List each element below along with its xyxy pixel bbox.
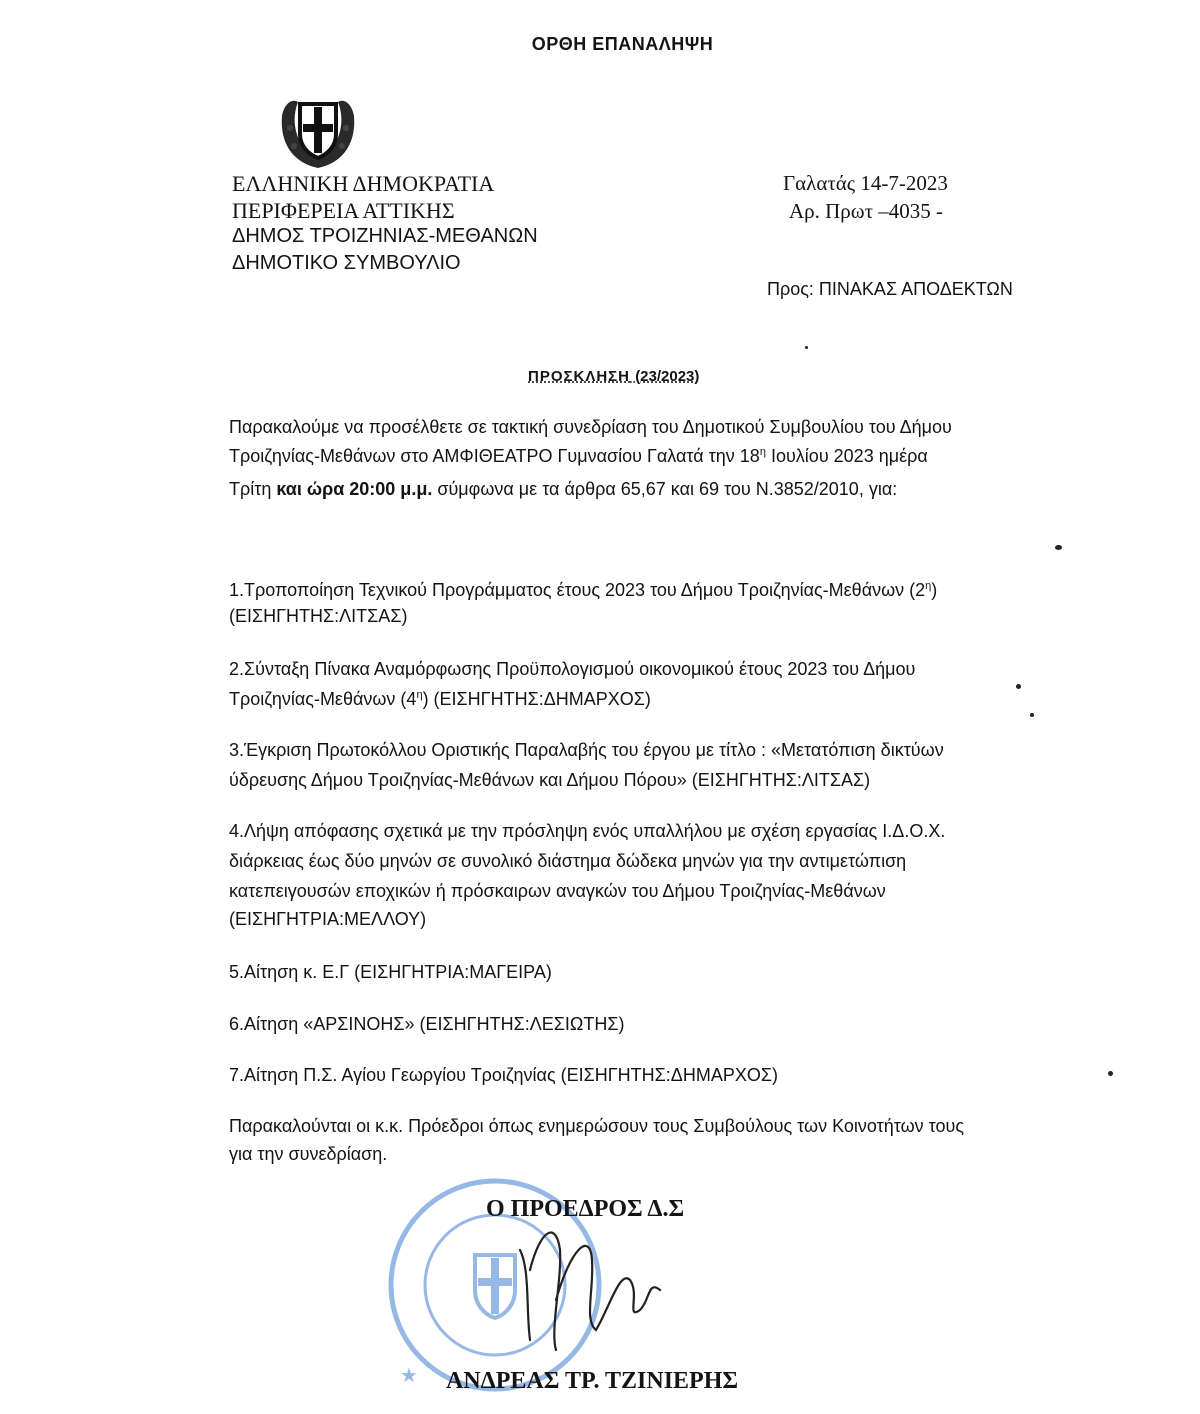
agenda-item-2-after: ) (ΕΙΣΗΓΗΤΗΣ:ΔΗΜΑΡΧΟΣ) (422, 689, 651, 709)
intro-line-2-after: Ιουλίου 2023 ημέρα (765, 446, 928, 466)
agenda-item-7: 7.Αίτηση Π.Σ. Αγίου Γεωργίου Τροιζηνίας (ΕΙΣΗΓΗΤΗΣ:ΔΗΜΑΡΧΟΣ) (229, 1065, 778, 1085)
protocol-number: Αρ. Πρωτ –4035 - (789, 199, 944, 223)
signatory-title: Ο ΠΡΟΕΔΡΟΣ Δ.Σ (486, 1196, 685, 1222)
agenda-item-2-sup: η (416, 689, 423, 701)
org-line-country: ΕΛΛΗΝΙΚΗ ΔΗΜΟΚΡΑΤΙΑ (232, 171, 495, 196)
agenda-item-5: 5.Αίτηση κ. Ε.Γ (ΕΙΣΗΓΗΤΡΙΑ:ΜΑΓΕΙΡΑ) (229, 962, 552, 982)
agenda-item-1-text: 1.Τροποποίηση Τεχνικού Προγράμματος έτους 2023 του Δήμου Τροιζηνίας-Μεθάνων (2 (229, 580, 926, 600)
invitation-title-word: ΠΡΟΣΚΛΗΣΗ (528, 368, 631, 385)
scan-speck (805, 346, 808, 349)
intro-line-2 (229, 443, 928, 470)
org-line-region: ΠΕΡΙΦΕΡΕΙΑ ΑΤΤΙΚΗΣ (232, 198, 455, 223)
place-date: Γαλατάς 14-7-2023 (783, 171, 948, 195)
recipients: Προς: ΠΙΝΑΚΑΣ ΑΠΟΔΕΚΤΩΝ (767, 279, 1013, 299)
agenda-item-4-cont-1: διάρκειας έως δύο μηνών σε συνολικό διάστημα δώδεκα μηνών για την αντιμετώπιση (229, 851, 907, 871)
agenda-item-2: 2.Σύνταξη Πίνακα Αναμόρφωσης Προϋπολογισμού οικονομικού έτους 2023 του Δήμου (229, 659, 916, 679)
agenda-item-1-close: ) (931, 580, 938, 600)
scan-speck (1108, 1071, 1113, 1076)
intro-line-3-start: Τρίτη (229, 479, 277, 499)
invitation-title (528, 368, 699, 385)
agenda-item-2-before: Τροιζηνίας-Μεθάνων (4 (229, 689, 417, 709)
signatory-name: ΑΝΔΡΕΑΣ ΤΡ. ΤΖΙΝΙΕΡΗΣ (446, 1368, 739, 1394)
intro-line-3 (229, 476, 897, 503)
closing-line-2: για την συνεδρίαση. (229, 1144, 388, 1164)
agenda-item-6: 6.Αίτηση «ΑΡΣΙΝΟΗΣ» (ΕΙΣΗΓΗΤΗΣ:ΛΕΣΙΩΤΗΣ) (229, 1014, 625, 1034)
signature-scribble (500, 1210, 690, 1370)
agenda-item-3-cont: ύδρευσης Δήμου Τροιζηνίας-Μεθάνων και Δήμου Πόρου» (ΕΙΣΗΓΗΤΗΣ:ΛΙΤΣΑΣ) (229, 770, 871, 790)
svg-text:★: ★ (400, 1363, 418, 1387)
agenda-item-3: 3.Έγκριση Πρωτοκόλλου Οριστικής Παραλαβής του έργου με τίτλο : «Μετατόπιση δικτύων (229, 740, 944, 760)
agenda-item-1-sup: η (925, 580, 932, 592)
meeting-time: και ώρα 20:00 μ.μ. (276, 479, 433, 499)
scan-speck (1055, 545, 1062, 550)
agenda-item-1-rapporteur: (ΕΙΣΗΓΗΤΗΣ:ΛΙΤΣΑΣ) (229, 606, 408, 626)
greek-emblem-icon (272, 88, 364, 176)
intro-line-3-end: σύμφωνα με τα άρθρα 65,67 και 69 του Ν.3852/2010, για: (432, 479, 898, 499)
org-line-council: ΔΗΜΟΤΙΚΟ ΣΥΜΒΟΥΛΙΟ (232, 252, 461, 274)
scan-speck (1030, 713, 1034, 717)
agenda-item-4-cont-2: κατεπειγουσών εποχικών ή πρόσκαιρων αναγκών του Δήμου Τροιζηνίας-Μεθάνων (229, 881, 886, 901)
scan-speck (1016, 684, 1021, 689)
agenda-item-1 (229, 577, 937, 604)
invitation-number: (23/2023) (635, 368, 700, 385)
agenda-item-4: 4.Λήψη απόφασης σχετικά με την πρόσληψη ενός υπαλλήλου με σχέση εργασίας Ι.Δ.Ο.Χ. (229, 821, 946, 841)
agenda-item-4-rapporteur: (ΕΙΣΗΓΗΤΡΙΑ:ΜΕΛΛΟΥ) (229, 909, 427, 929)
closing-line-1: Παρακαλούνται οι κ.κ. Πρόεδροι όπως ενημερώσουν τους Συμβούλους των Κοινοτήτων τους (229, 1116, 965, 1136)
intro-line-2-before: Τροιζηνίας-Μεθάνων στο ΑΜΦΙΘΕΑΤΡΟ Γυμνασίου Γαλατά την 18 (229, 446, 760, 466)
org-line-municipality: ΔΗΜΟΣ ΤΡΟΙΖΗΝΙΑΣ-ΜΕΘΑΝΩΝ (232, 225, 538, 247)
intro-line-1: Παρακαλούμε να προσέλθετε σε τακτική συνεδρίαση του Δημοτικού Συμβουλίου του Δήμου (229, 417, 952, 437)
agenda-item-2-cont (229, 686, 651, 713)
intro-line-2-sup: η (759, 446, 766, 458)
correction-notice: ΟΡΘΗ ΕΠΑΝΑΛΗΨΗ (531, 34, 714, 54)
